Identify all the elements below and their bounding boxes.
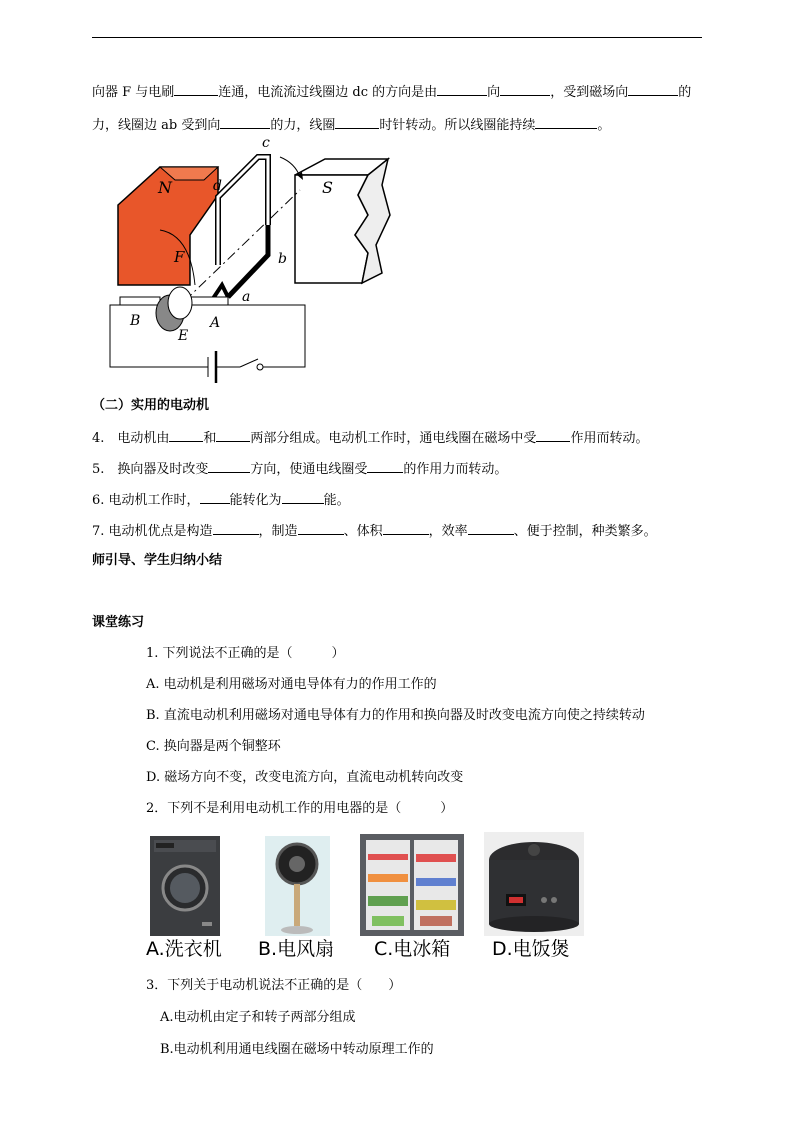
section-title: （二）实用的电动机 (92, 398, 210, 413)
q3-option-b[interactable]: B.电动机利用通电线圈在磁场中转动原理工作的 (160, 1042, 434, 1057)
blank[interactable] (628, 83, 678, 96)
label-n: N (158, 178, 172, 197)
blank[interactable] (335, 116, 379, 129)
blank[interactable] (200, 491, 230, 504)
blank[interactable] (216, 429, 250, 442)
q3-option-a[interactable]: A.电动机由定子和转子两部分组成 (160, 1010, 356, 1025)
label-s: S (322, 178, 333, 197)
blank[interactable] (220, 116, 270, 129)
label-b-brush: B (130, 313, 141, 329)
blank[interactable] (536, 429, 570, 442)
washing-machine-icon (150, 836, 220, 936)
magnet-n (118, 167, 218, 285)
blank[interactable] (535, 116, 597, 129)
label-b: b (278, 251, 287, 267)
q1-option-c[interactable]: C. 换向器是两个铜整环 (146, 739, 281, 754)
top-text-line-2: 力，线圈边 ab 受到向 的力，线圈 时针转动。所以线圈能持续 。 (92, 118, 611, 133)
label-e: E (178, 328, 189, 344)
q1-option-d[interactable]: D. 磁场方向不变，改变电流方向，直流电动机转向改变 (146, 770, 464, 785)
blank[interactable] (298, 522, 344, 535)
question-6: 6. 电动机工作时， 能转化为 能。 (92, 493, 350, 508)
fan-icon (265, 836, 330, 936)
label-f: F (174, 248, 185, 266)
q1-stem: 1. 下列说法不正确的是（ ） (146, 646, 345, 661)
label-a-brush: A (210, 315, 221, 331)
q2-caption-d[interactable]: D.电饭煲 (492, 938, 570, 960)
q1-option-b[interactable]: B. 直流电动机利用磁场对通电导体有力的作用和换向器及时改变电流方向使之持续转动 (146, 708, 645, 723)
question-4: 4. 电动机由 和 两部分组成。电动机工作时，通电线圈在磁场中受 作用而转动。 (92, 431, 649, 446)
blank[interactable] (468, 522, 514, 535)
blank[interactable] (213, 522, 259, 535)
q2-caption-b[interactable]: B.电风扇 (258, 938, 335, 960)
magnet-s (295, 159, 390, 283)
summary-heading: 师引导、学生归纳小结 (92, 553, 223, 568)
blank[interactable] (282, 491, 324, 504)
coil (212, 135, 287, 305)
question-5: 5. 换向器及时改变 方向，使通电线圈受 的作用力而转动。 (92, 462, 508, 477)
q3-stem: 3．下列关于电动机说法不正确的是（ ） (146, 978, 402, 993)
motor-diagram (100, 135, 400, 385)
top-text-line-1: 向器 F 与电刷 连通，电流流过线圈边 dc 的方向是由 向 ，受到磁场向 的 (92, 85, 692, 100)
label-c: c (262, 135, 270, 151)
label-d: d (213, 178, 222, 194)
q2-caption-c[interactable]: C.电冰箱 (374, 938, 451, 960)
rice-cooker-icon (484, 832, 584, 936)
question-7: 7. 电动机优点是构造 ，制造 、体积 ，效率 、便于控制，种类繁多。 (92, 524, 657, 539)
blank[interactable] (367, 460, 403, 473)
blank[interactable] (174, 83, 218, 96)
blank[interactable] (169, 429, 203, 442)
practice-title: 课堂练习 (92, 615, 145, 630)
commutator (120, 287, 228, 344)
blank[interactable] (500, 83, 550, 96)
q1-option-a[interactable]: A. 电动机是利用磁场对通电导体有力的作用工作的 (146, 677, 437, 692)
blank[interactable] (208, 460, 250, 473)
q2-caption-a[interactable]: A.洗衣机 (146, 938, 222, 960)
blank[interactable] (437, 83, 487, 96)
label-a: a (242, 289, 251, 305)
refrigerator-icon (360, 834, 464, 936)
q2-stem: 2．下列不是利用电动机工作的用电器的是（ ） (146, 801, 454, 816)
blank[interactable] (383, 522, 429, 535)
header-rule (92, 37, 702, 38)
